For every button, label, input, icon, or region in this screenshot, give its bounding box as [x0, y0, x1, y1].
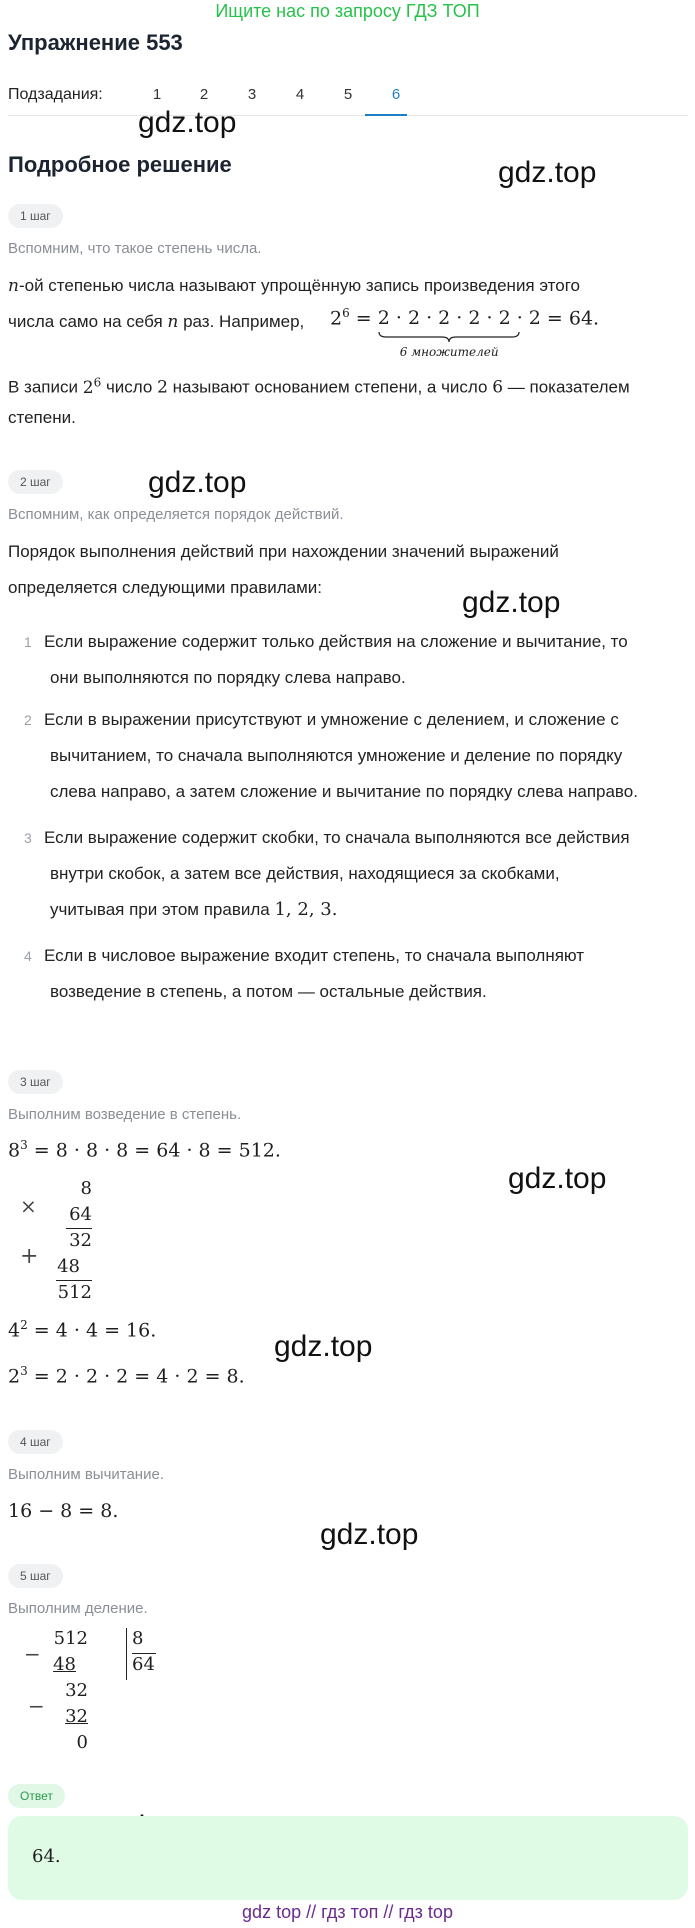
step-hint: Вспомним, как определяется порядок действий. [8, 506, 344, 523]
step-hint: Выполним вычитание. [8, 1466, 164, 1483]
equation-text: = 2 · 2 · 2 = 4 · 2 = 8. [33, 1365, 245, 1388]
subtask-tab-3[interactable]: 3 [247, 86, 257, 103]
dividend: 512 [53, 1628, 88, 1649]
division-bar [126, 1628, 127, 1680]
rule-line: внутри скобок, а затем все действия, находящиеся за скобками, [50, 864, 560, 883]
factor: 8 [80, 1178, 92, 1199]
footer-links[interactable]: gdz top // гдз топ // гдз top [242, 1902, 453, 1922]
paragraph: определяется следующими правилами: [8, 578, 323, 597]
subtasks-nav [8, 84, 688, 116]
equation [8, 1318, 156, 1341]
subtrahend: 48 [53, 1654, 76, 1675]
step-hint: Выполним деление. [8, 1600, 148, 1617]
step-hint: Вспомним, что такое степень числа. [8, 240, 262, 257]
watermark: gdz.top [274, 1330, 373, 1363]
product: 512 [57, 1282, 92, 1303]
rule-line [66, 1228, 92, 1229]
partial-product: 48 [57, 1256, 80, 1277]
rule-number: 3 [24, 830, 32, 846]
answer-badge: Ответ [8, 1784, 65, 1808]
quotient: 64 [132, 1654, 155, 1675]
partial-product: 32 [69, 1230, 92, 1251]
brace-label: 6 множителей [399, 345, 499, 360]
rule-numbers: 1, 2, 3. [274, 899, 338, 920]
subtasks-label: Подзадания: [8, 86, 103, 103]
underbrace [378, 331, 520, 343]
product-text: 2 · 2 · 2 · 2 · 2 · 2 [377, 307, 541, 330]
rule-line: Если выражение содержит только действия на сложение и вычитание, то [44, 632, 628, 651]
rule-line [56, 1280, 92, 1281]
exponent: 3 [20, 1138, 28, 1152]
rule-line: слева направо, а затем сложение и вычитание по порядку слева направо. [50, 782, 638, 801]
watermark: gdz.top [498, 156, 597, 189]
number: 2 [157, 377, 168, 398]
rule-line: Если в числовое выражение входит степень, то сначала выполняют [44, 946, 585, 965]
text: числа само на себя [8, 312, 163, 331]
step-badge: 4 шаг [8, 1430, 63, 1454]
factor: 64 [69, 1204, 92, 1225]
paragraph [8, 304, 304, 340]
power [82, 375, 102, 398]
minus-sign: − [24, 1642, 41, 1666]
rule-number: 2 [24, 712, 32, 728]
exponent: 6 [93, 375, 102, 389]
text: число [105, 377, 153, 397]
base: 2 [330, 307, 343, 330]
active-tab-indicator [365, 114, 407, 116]
equation: 16 − 8 = 8. [8, 1500, 119, 1522]
rule-line: Если в выражении присутствуют и умножение с делением, и сложение с [44, 710, 619, 729]
rule-line: они выполняются по порядку слева направо. [50, 668, 406, 687]
base: 2 [82, 377, 94, 398]
text: -ой степенью числа называют упрощённую запись произведения этого [18, 276, 580, 295]
example-expression: $2^6 = 2 \cdot 2 \cdot 2 \cdot 2 \cdot 2 \cdot 2$ 6 множителей = 64. [330, 306, 600, 360]
paragraph [8, 364, 630, 406]
var-n: n [8, 276, 19, 296]
rule-line [50, 892, 690, 928]
watermark: gdz.top [148, 466, 247, 499]
text: называют основанием степени, а число [172, 377, 488, 397]
subtask-tab-4[interactable]: 4 [295, 86, 305, 103]
watermark: gdz.top [320, 1518, 419, 1551]
solution-heading: Подробное решение [8, 152, 232, 177]
equation-text: = 8 · 8 · 8 = 64 · 8 = 512. [33, 1139, 281, 1162]
answer-box [8, 1816, 688, 1900]
watermark: gdz.top [138, 106, 237, 139]
subtask-tab-2[interactable]: 2 [199, 86, 209, 103]
rule-line: Если выражение содержит скобки, то сначала выполняются все действия [44, 828, 630, 847]
text: В записи [8, 377, 79, 397]
watermark: gdz.top [508, 1162, 607, 1195]
paragraph: Порядок выполнения действий при нахождении значений выражений [8, 542, 559, 561]
multiply-sign: × [20, 1194, 37, 1218]
paragraph: степени. [8, 408, 76, 427]
subtask-tab-6[interactable]: 6 [391, 86, 401, 103]
exponent: 2 [20, 1318, 28, 1332]
rule-number: 1 [24, 634, 32, 650]
text: — показателем [507, 377, 630, 397]
step-hint: Выполним возведение в степень. [8, 1106, 242, 1123]
subtask-tab-1[interactable]: 1 [152, 86, 162, 103]
paragraph [8, 268, 580, 304]
exponent: 3 [20, 1364, 28, 1378]
step-badge: 5 шаг [8, 1564, 63, 1588]
number: 6 [492, 377, 504, 398]
search-banner[interactable]: Ищите нас по запросу ГДЗ ТОП [215, 1, 480, 21]
equation [8, 1138, 281, 1161]
rule-line: возведение в степень, а потом — остальные действия. [50, 982, 487, 1001]
equation [8, 1364, 245, 1387]
answer-value: 64. [32, 1846, 61, 1867]
divisor: 8 [132, 1628, 144, 1649]
base: 2 [8, 1365, 21, 1388]
subtrahend: 32 [65, 1706, 88, 1727]
step-badge: 2 шаг [8, 470, 63, 494]
page-title: Упражнение 553 [8, 30, 183, 55]
equation-text: = 4 · 4 = 16. [33, 1319, 157, 1342]
rule-line: вычитанием, то сначала выполняются умножение и деление по порядку [50, 746, 623, 765]
text: учитывая при этом правила [50, 900, 270, 919]
exponent: 6 [342, 306, 350, 320]
rule-number: 4 [24, 948, 32, 964]
watermark: gdz.top [462, 586, 561, 619]
subtask-tab-5[interactable]: 5 [343, 86, 353, 103]
var-n: n [167, 312, 179, 332]
text: раз. Например, [183, 312, 305, 331]
base: 8 [8, 1139, 21, 1162]
minus-sign: − [28, 1694, 45, 1718]
step-badge: 3 шаг [8, 1070, 63, 1094]
base: 4 [8, 1319, 21, 1342]
remainder: 32 [65, 1680, 88, 1701]
plus-sign: + [20, 1244, 39, 1269]
result: = 64. [546, 307, 600, 330]
remainder: 0 [76, 1732, 88, 1753]
step-badge: 1 шаг [8, 204, 63, 228]
